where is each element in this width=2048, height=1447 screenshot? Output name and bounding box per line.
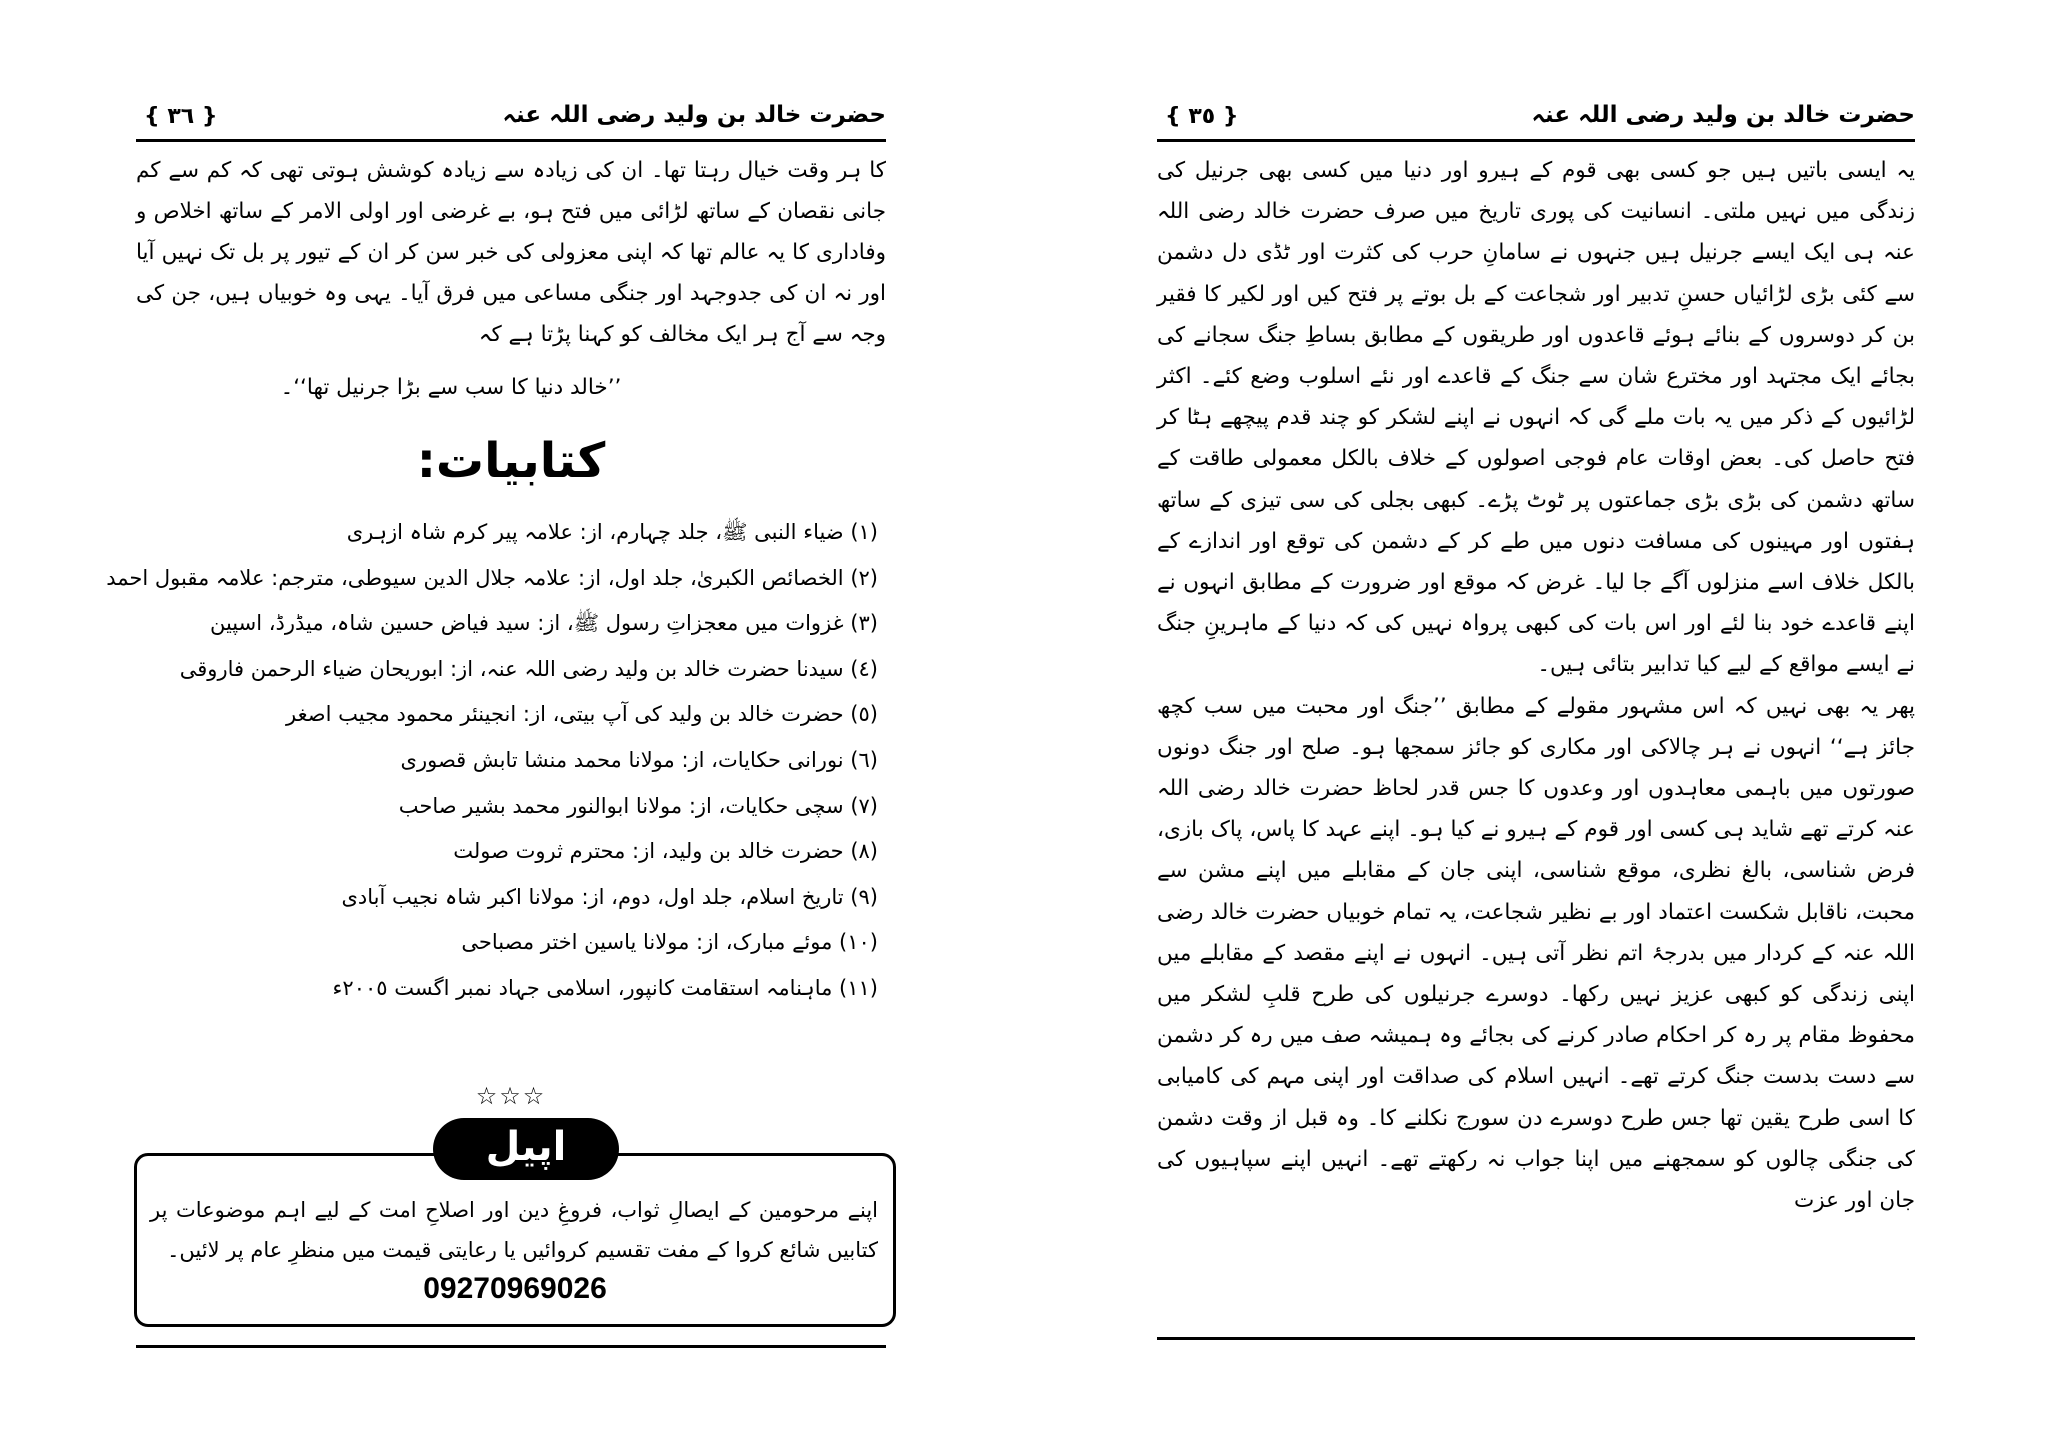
quote-line: ’’خالد دنیا کا سب سے بڑا جرنیل تھا‘‘۔ (280, 375, 622, 400)
bibliography-item: (٩) تاریخ اسلام، جلد اول، دوم، از: مولانا اکبر شاہ نجیب آبادی (341, 884, 878, 909)
header-rule (1157, 139, 1915, 142)
bibliography-item: (٦) نورانی حکایات، از: مولانا محمد منشا تابش قصوری (400, 747, 878, 772)
bibliography-item: (١١) ماہنامہ استقامت کانپور، اسلامی جہاد نمبر اگست ٢٠٠٥ء (332, 975, 878, 1000)
paragraph: یہ ایسی باتیں ہیں جو کسی بھی قوم کے ہیرو اور دنیا میں کسی بھی جرنیل کی زندگی میں نہیں ملتی۔ انسانیت کی پوری تاریخ میں صرف حضرت خالد رضی اللہ عنہ ہی ایک ایسے جرنیل ہیں جنہوں نے سامانِ حرب کی کثرت اور ٹڈی دل دشمن سے کئی بڑی لڑائیاں حسنِ تدبیر اور شجاعت کے بل بوتے پر فتح کیں اور لکیر کا فقیر بن کر دوسروں کے بنائے ہوئے قاعدوں اور طریقوں کے مطابق بساطِ جنگ سجانے کی بجائے ایک مجتہد اور مخترع شان سے جنگ کے قاعدے اور نئے اسلوب وضع کئے۔ اکثر لڑائیوں کے ذکر میں یہ بات ملے گی کہ انہوں نے اپنے لشکر کو چند قدم پیچھے ہٹا کر فتح حاصل کی۔ بعض اوقات عام فوجی اصولوں کے خلاف بالکل معمولی طاقت کے ساتھ دشمن کی بڑی بڑی جماعتوں پر ٹوٹ پڑے۔ کبھی بجلی کی سی تیزی کے ساتھ ہفتوں اور مہینوں کی مسافت دنوں میں طے کر کے دشمن کی توقع اور اندازے کے بالکل خلاف اسے منزلوں آگے جا لیا۔ غرض کہ موقع اور ضرورت کے مطابق انہوں نے اپنے قاعدے خود بنا لئے اور اس بات کی کبھی پرواہ نہیں کی کہ دنیا کے ماہرینِ جنگ نے ایسے مواقع کے لیے کیا تدابیر بتائی ہیں۔ (1157, 158, 1915, 678)
paragraph: کا ہر وقت خیال رہتا تھا۔ ان کی زیادہ سے زیادہ کوشش ہوتی تھی کہ کم سے کم جانی نقصان کے ساتھ لڑائی میں فتح ہو، بے غرضی اور اولی الامر کے ساتھ اخلاص و وفاداری کا یہ عالم تھا کہ اپنی معزولی کی خبر سن کر ان کے تیور پر بل تک نہیں آیا اور نہ ان کی جدوجہد اور جنگی مساعی میں فرق آیا۔ یہی وہ خوبیاں ہیں، جن کی وجہ سے آج ہر ایک مخالف کو کہنا پڑتا ہے کہ (136, 158, 886, 347)
bibliography-list (106, 510, 886, 1012)
running-title: حضرت خالد بن ولید رضی اللہ عنہ (502, 102, 886, 128)
body-text (136, 150, 886, 355)
appeal-text: اپنے مرحومین کے ایصالِ ثواب، فروغِ دین اور اصلاحِ امت کے لیے اہم موضوعات پر کتابیں شائع کروا کے مفت تقسیم کروائیں یا رعایتی قیمت میں منظرِ عام پر لائیں۔ (150, 1198, 878, 1262)
paragraph: پھر یہ بھی نہیں کہ اس مشہور مقولے کے مطابق ’’جنگ اور محبت میں سب کچھ جائز ہے‘‘ انہوں نے ہر چالاکی اور مکاری کو جائز سمجھا ہو۔ صلح اور جنگ دونوں صورتوں میں باہمی معاہدوں اور وعدوں کا جس قدر لحاظ حضرت خالد رضی اللہ عنہ کرتے تھے شاید ہی کسی اور قوم کے ہیرو نے کیا ہو۔ اپنے عہد کا پاس، پاک بازی، فرض شناسی، بالغ نظری، موقع شناسی، اپنی جان کے مقابلے میں اپنے مشن سے محبت، ناقابل شکست اعتماد اور بے نظیر شجاعت، یہ تمام خوبیاں حضرت خالد رضی اللہ عنہ کے کردار میں بدرجۂ اتم نظر آتی ہیں۔ انہوں نے اپنے مقصد کے مقابلے میں اپنی زندگی کو کبھی عزیز نہیں رکھا۔ دوسرے جرنیلوں کی طرح قلبِ لشکر میں محفوظ مقام پر رہ کر احکام صادر کرنے کی بجائے وہ ہمیشہ صف میں رہ کر دشمن سے دست بدست جنگ کرتے تھے۔ انہیں اسلام کی صداقت اور اپنی مہم کی کامیابی کا اسی طرح یقین تھا جس طرح دوسرے دن سورج نکلنے کا۔ وہ قبل از وقت دشمن کی جنگی چالوں کو سمجھنے میں اپنا جواب نہ رکھتے تھے۔ انہیں اپنے سپاہیوں کی جان اور عزت (1157, 693, 1915, 1214)
right-page (1024, 0, 2048, 1447)
page-header (1157, 100, 1915, 142)
appeal-phone: 09270969026 (423, 1272, 607, 1305)
bibliography-item: (١) ضیاء النبی ﷺ، جلد چہارم، از: علامہ پیر کرم شاہ ازہری (346, 520, 878, 544)
bibliography-item: (٤) سیدنا حضرت خالد بن ولید رضی اللہ عنہ، از: ابوریحان ضیاء الرحمن فاروقی (179, 656, 878, 681)
appeal-badge: اپیل (433, 1118, 619, 1180)
footer-rule (136, 1345, 886, 1348)
running-title: حضرت خالد بن ولید رضی اللہ عنہ (1531, 102, 1915, 128)
star-divider: ☆☆☆ (475, 1082, 547, 1110)
bibliography-item: (٣) غزوات میں معجزاتِ رسول ﷺ، از: سید فیاض حسین شاہ، میڈرڈ، اسپین (209, 611, 878, 636)
footer-rule (1157, 1337, 1915, 1340)
bibliography-item: (٧) سچی حکایات، از: مولانا ابوالنور محمد بشیر صاحب (398, 793, 878, 818)
bibliography-heading: کتابیات: (416, 433, 606, 489)
header-rule (136, 139, 886, 142)
page-number: { ٣٥ } (1165, 104, 1239, 129)
bibliography-item: (١٠) موئے مبارک، از: مولانا یاسین اختر مصباحی (461, 930, 878, 955)
page-number: { ٣٦ } (144, 104, 218, 129)
bibliography-item: (٢) الخصائص الکبریٰ، جلد اول، از: علامہ جلال الدین سیوطی، مترجم: علامہ مقبول احمد (106, 565, 878, 590)
bibliography-item: (٨) حضرت خالد بن ولید، از: محترم ثروت صولت (453, 839, 878, 864)
body-text (1157, 150, 1915, 1221)
page-header (136, 100, 886, 142)
bibliography-item: (٥) حضرت خالد بن ولید کی آپ بیتی، از: انجینئر محمود مجیب اصغر (286, 702, 878, 727)
